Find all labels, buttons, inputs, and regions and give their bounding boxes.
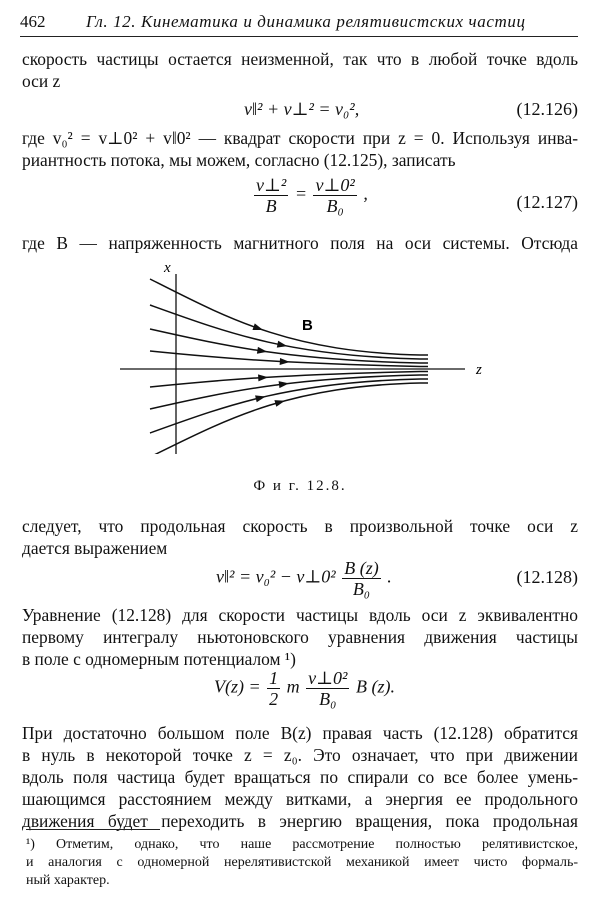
numerator: v⊥²: [256, 175, 287, 195]
fraction: [306, 668, 349, 709]
footnote-line: и аналогия с одномерной нерелятивистской механикой имеет чисто формаль-: [26, 855, 578, 870]
page-number: 462: [20, 12, 46, 31]
paragraph-5: [22, 604, 578, 670]
punctuation: ,: [363, 183, 368, 204]
text-line: первому интегралу ньютоновского уравнения движения частицы: [22, 627, 578, 647]
equation-number-12-128: (12.128): [516, 567, 578, 587]
field-arrow: [258, 374, 268, 382]
field-arrow: [255, 393, 266, 402]
field-arrow: [252, 323, 264, 333]
field-arrow: [274, 397, 286, 406]
field-line: [150, 305, 420, 359]
footnote-line: ¹) Отметим, однако, что наше рассмотрение полностью релятивистское,: [26, 837, 578, 852]
equation-12-128: [216, 558, 392, 599]
paragraph-3: [22, 232, 578, 254]
field-line: [150, 379, 420, 433]
field-arrow: [280, 358, 290, 366]
running-header: [20, 12, 578, 38]
header-rule: [20, 36, 578, 37]
z-axis-label: z: [476, 362, 482, 378]
numerator: v⊥0²: [308, 668, 348, 688]
denominator: B₀: [319, 689, 337, 709]
equation-12-126: v‖² + v⊥² = v₀²,: [244, 99, 360, 119]
text-line: следует, что продольная скорость в произвольной точке оси z: [22, 516, 578, 536]
paragraph-6: [22, 722, 578, 832]
fraction: [313, 175, 356, 216]
text-line: Уравнение (12.128) для скорости частицы вдоль оси z эквивалентно: [22, 605, 578, 625]
text-line: При достаточно большом поле B(z) правая часть (12.128) обратится: [22, 723, 578, 743]
fraction: [342, 558, 381, 599]
equation-potential: [214, 668, 395, 709]
field-lines-figure: [120, 262, 490, 454]
denominator: B: [265, 196, 277, 216]
equation-number-12-126: (12.126): [516, 99, 578, 119]
paragraph-2: [22, 127, 578, 171]
footnote-rule: [26, 829, 160, 830]
numerator: v⊥0²: [315, 175, 355, 195]
fraction: [267, 668, 280, 709]
text-line: скорость частицы остается неизменной, так что в любой точке вдоль: [22, 49, 578, 69]
field-line: [150, 279, 420, 355]
denominator: 2: [269, 689, 279, 709]
paragraph-1: [22, 48, 578, 92]
text-line: в поле с одномерным потенциалом ¹): [22, 649, 296, 669]
text-line: где B — напряженность магнитного поля на оси системы. Отсюда: [22, 233, 578, 253]
text-line: где v₀² = v⊥0² + v‖0² — квадрат скорости при z = 0. Используя инва-: [22, 128, 578, 148]
text-line: оси z: [22, 71, 61, 91]
text-line: в нуль в некоторой точке z = z₀. Это означает, что при движении: [22, 745, 578, 765]
denominator: B₀: [352, 579, 371, 599]
field-line-group: [150, 279, 428, 454]
x-axis-label: x: [164, 262, 171, 276]
equals-sign: =: [294, 183, 307, 204]
equation-12-127: [252, 175, 368, 216]
text-line: движения будет переходить в энергию вращения, пока продольная: [22, 811, 578, 831]
chapter-title: Гл. 12. Кинематика и динамика релятивистских частиц: [86, 12, 526, 31]
equation-lhs: v‖² = v₀² − v⊥0²: [216, 566, 336, 587]
text-line: риантность потока, мы можем, согласно (12.125), записать: [22, 150, 456, 170]
equation-number-12-127: (12.127): [516, 192, 578, 212]
punctuation: .: [387, 566, 392, 587]
footnote-line: ный характер.: [26, 873, 110, 888]
paragraph-4: [22, 515, 578, 559]
text-line: дается выражением: [22, 538, 168, 558]
text-line: вдоль поля частица будет вращаться по спирали со все более умень-: [22, 767, 578, 787]
equation-tail: B (z).: [355, 676, 395, 697]
fraction: [254, 175, 288, 216]
equation-lhs: V(z) =: [214, 676, 261, 697]
footnote: [26, 836, 578, 890]
numerator: 1: [269, 668, 279, 688]
denominator: B₀: [326, 196, 344, 216]
field-label-b: B: [302, 317, 313, 334]
numerator: B (z): [344, 558, 379, 578]
text-line: шающимся расстоянием между витками, а энергия ее продольного: [22, 789, 578, 809]
mass-symbol: m: [286, 676, 300, 697]
figure-caption: Ф и г. 12.8.: [253, 478, 347, 494]
